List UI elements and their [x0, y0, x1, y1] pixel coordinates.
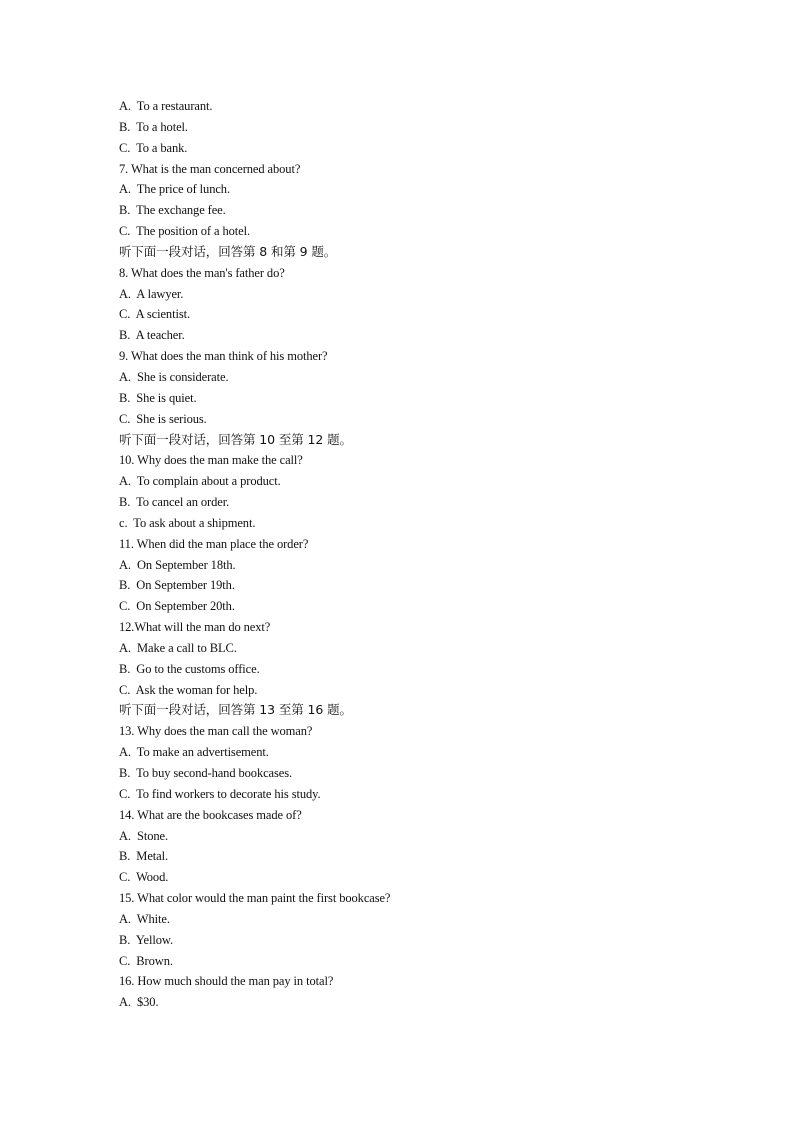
question-text: 12.What will the man do next? — [119, 620, 271, 635]
answer-option: C. Brown. — [119, 953, 173, 968]
answer-option: B. Go to the customs office. — [119, 661, 260, 676]
question-text: 16. How much should the man pay in total? — [119, 974, 334, 989]
answer-option: C. On September 20th. — [119, 599, 235, 614]
answer-option: C. Ask the woman for help. — [119, 682, 258, 697]
answer-option: B. To a hotel. — [119, 119, 188, 134]
answer-option: B. To cancel an order. — [119, 495, 230, 510]
question-text: 14. What are the bookcases made of? — [119, 807, 302, 822]
answer-option: B. To buy second-hand bookcases. — [119, 766, 292, 780]
answer-option: c. To ask about a shipment. — [119, 515, 256, 530]
question-text: 13. Why does the man call the woman? — [119, 724, 313, 739]
answer-option: A. Stone. — [119, 828, 169, 843]
section-instruction: 听下面一段对话，回答第 13 至第 16 题。 — [119, 702, 352, 718]
answer-option: A. She is considerate. — [119, 369, 229, 384]
question-text: 9. What does the man think of his mother? — [119, 349, 328, 364]
answer-option: C. Wood. — [119, 870, 169, 885]
section-instruction: 听下面一段对话，回答第 10 至第 12 题。 — [119, 431, 352, 447]
answer-option: B. On September 19th. — [119, 578, 235, 593]
answer-option: B. Yellow. — [119, 932, 174, 947]
answer-option: A. The price of lunch. — [119, 182, 230, 197]
answer-option: C. To a bank. — [119, 140, 188, 155]
question-text: 8. What does the man's father do? — [119, 265, 285, 280]
answer-option: A. $30. — [119, 995, 159, 1010]
answer-option: B. She is quiet. — [119, 390, 197, 405]
answer-option: C. A scientist. — [119, 307, 190, 322]
answer-option: A. White. — [119, 911, 170, 926]
listening-questions-text — [119, 96, 759, 1013]
answer-option: A. Make a call to BLC. — [119, 640, 237, 655]
answer-option: B. The exchange fee. — [119, 203, 226, 218]
section-instruction: 听下面一段对话，回答第 8 和第 9 题。 — [119, 243, 337, 259]
answer-option: B. Metal. — [119, 849, 168, 864]
answer-option: A. A lawyer. — [119, 286, 184, 301]
question-text: 10. Why does the man make the call? — [119, 453, 303, 468]
answer-option: A. To make an advertisement. — [119, 745, 269, 760]
answer-option: A. On September 18th. — [119, 557, 236, 572]
question-text: 15. What color would the man paint the first bookcase? — [119, 891, 391, 906]
question-text: 7. What is the man concerned about? — [119, 161, 301, 176]
answer-option: C. To find workers to decorate his study. — [119, 786, 321, 801]
answer-option: A. To complain about a product. — [119, 474, 281, 489]
question-text: 11. When did the man place the order? — [119, 536, 309, 551]
answer-option: C. She is serious. — [119, 411, 207, 426]
answer-option: B. A teacher. — [119, 328, 185, 343]
answer-option: C. The position of a hotel. — [119, 224, 250, 239]
answer-option: A. To a restaurant. — [119, 99, 213, 113]
